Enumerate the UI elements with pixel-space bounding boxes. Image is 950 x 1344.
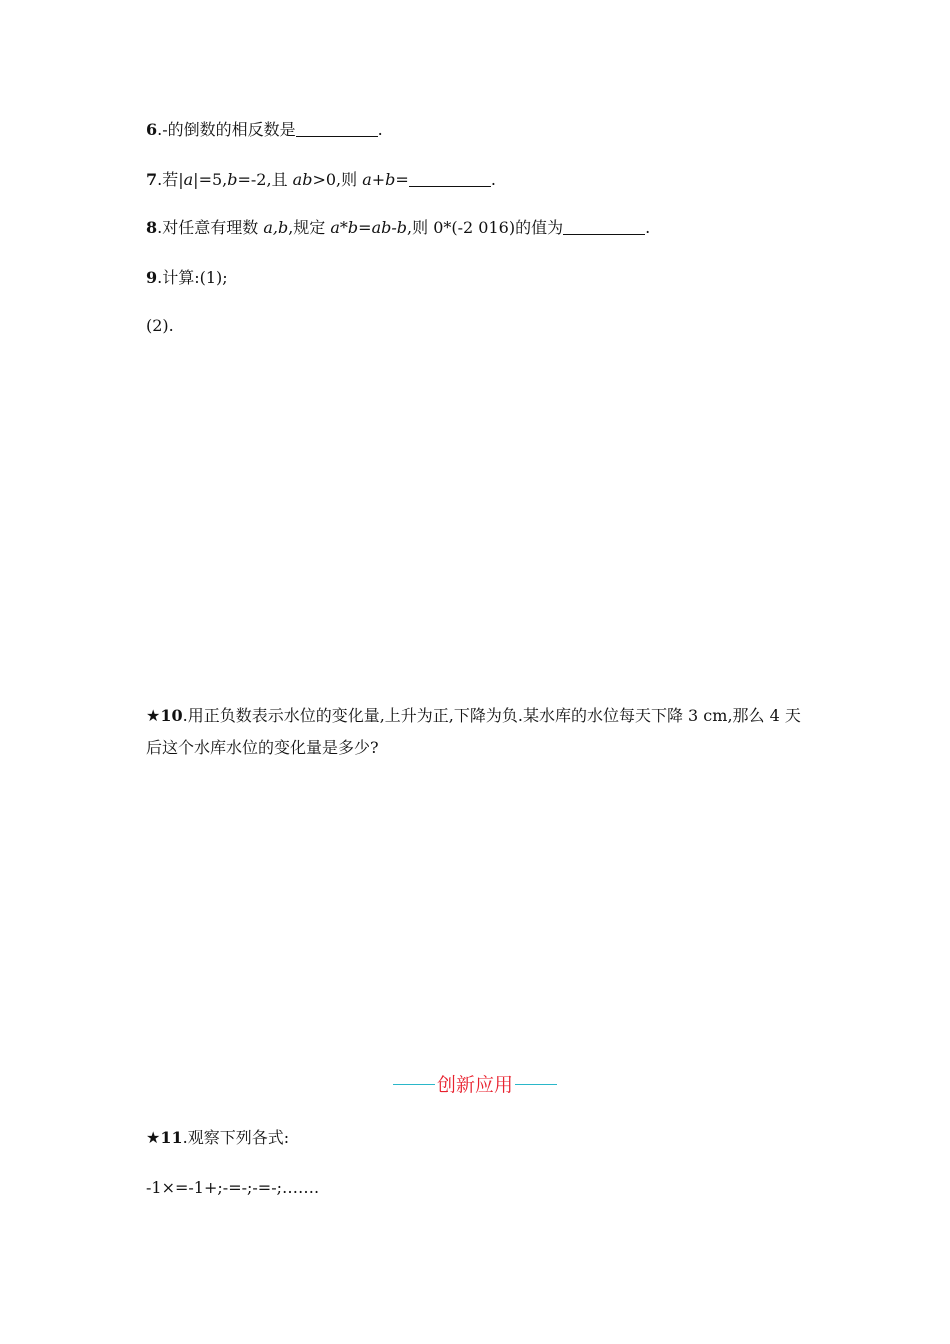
question-9-part-2 [146,316,174,336]
expression: a*b=ab-b [330,218,408,237]
question-10 [146,706,801,726]
question-number: 6 [146,120,158,139]
section-divider-right [515,1084,557,1085]
question-number: 8 [146,218,158,237]
question-text: 后这个水库水位的变化量是多少? [146,738,379,757]
question-text: =-2,且 [237,170,293,189]
answer-blank[interactable] [409,170,491,187]
answer-blank[interactable] [563,218,645,235]
question-7 [146,170,496,190]
question-text: .用正负数表示水位的变化量,上升为正,下降为负.某水库的水位每天下降 3 cm,那么 4 天 [182,706,801,725]
period: . [645,218,651,237]
question-text: ,规定 [288,218,331,237]
question-text: (2). [146,316,174,335]
question-text: >0,则 [312,170,363,189]
question-number: 7 [146,170,158,189]
question-9 [146,268,228,288]
section-divider-left [393,1084,435,1085]
question-text: .对任意有理数 [157,218,264,237]
question-10-line-2 [146,738,379,758]
variable: a [183,170,194,189]
question-11 [146,1128,289,1148]
question-6 [146,120,383,140]
operator: = [395,170,409,189]
question-text: .观察下列各式: [182,1128,290,1147]
variable: b [227,170,238,189]
question-text: .-的倒数的相反数是 [157,120,296,139]
question-number: 9 [146,268,158,287]
formula: -1×=-1+;-=-;-=-;……. [146,1178,320,1197]
period: . [490,170,496,189]
question-text: .若| [157,170,184,189]
period: . [377,120,383,139]
question-text: ,则 0*(-2 016)的值为 [407,218,564,237]
star-icon: ★ [146,706,161,725]
variable: b [385,170,396,189]
question-text: .计算:(1); [157,268,228,287]
question-8 [146,218,650,238]
question-number: 10 [160,706,183,725]
variable: a [362,170,372,189]
question-11-formula [146,1178,319,1198]
answer-blank[interactable] [296,120,378,137]
question-text: |=5, [193,170,228,189]
star-icon: ★ [146,1128,161,1147]
operator: + [371,170,386,189]
section-title: 创新应用 [436,1074,513,1096]
variable: ab [292,170,313,189]
section-header [0,1073,950,1097]
question-number: 11 [160,1128,183,1147]
variable: a,b [263,218,289,237]
